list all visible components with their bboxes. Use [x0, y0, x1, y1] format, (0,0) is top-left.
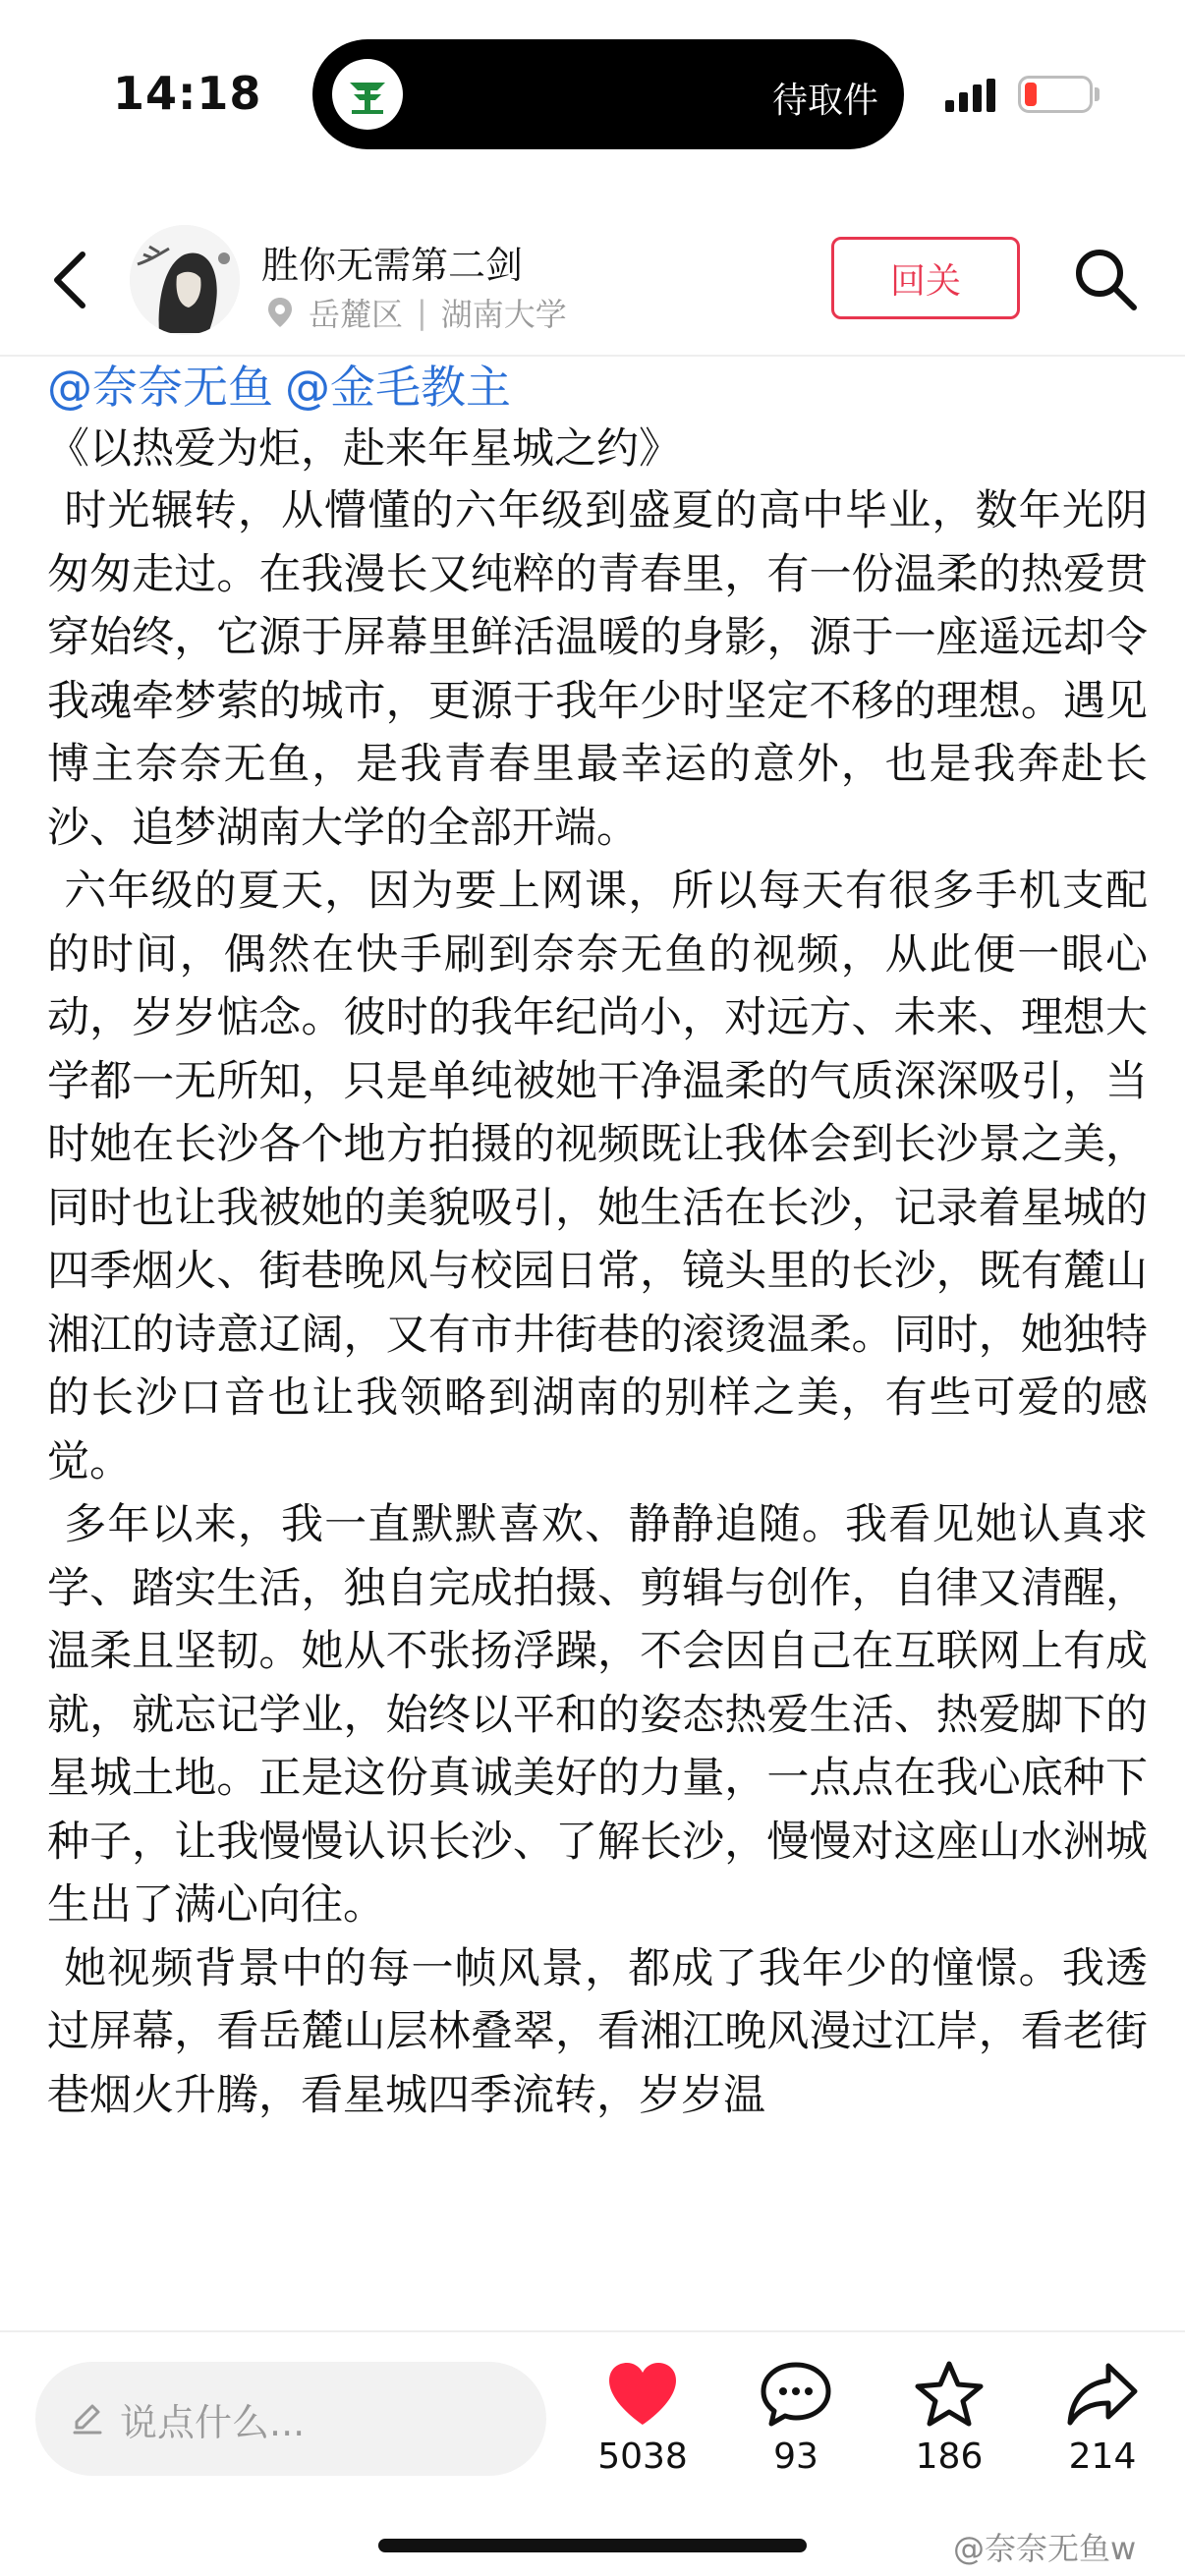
favorite-count: 186: [915, 2436, 984, 2477]
share-arrow-icon: [1065, 2360, 1140, 2429]
author-avatar[interactable]: [130, 225, 240, 335]
location-school: 湖南大学: [440, 296, 567, 333]
pen-icon: [71, 2402, 104, 2436]
comment-bubble-icon: [759, 2360, 833, 2429]
heart-icon: [605, 2360, 680, 2429]
article-paragraph: 六年级的夏天，因为要上网课，所以每天有很多手机支配的时间，偶然在快手刷到奈奈无鱼的视频，从此便一眼心动，岁岁惦念。彼时的我年纪尚小，对远方、未来、理想大学都一无所知，只是单纯被她干净温柔的气质深深吸引，当时她在长沙各个地方拍摄的视频既让我体会到长沙景之美，同时也让我被她的美貌吸引，她生活在长沙，记录着星城的四季烟火、街巷晚风与校园日常，镜头里的长沙，既有麓山湘江的诗意辽阔，又有市井街巷的滚烫温柔。同时，她独特的长沙口音也让我领略到湖南的别样之美，有些可爱的感觉。: [47, 867, 1148, 1486]
article-paragraph: 时光辗转，从懵懂的六年级到盛夏的高中毕业，数年光阴匆匆走过。在我漫长又纯粹的青春里，有一份温柔的热爱贯穿始终，它源于屏幕里鲜活温暖的身影，源于一座遥远却令我魂牵梦萦的城市，更源于我年少时坚定不移的理想。遇见博主奈奈无鱼，是我青春里最幸运的意外，也是我奔赴长沙、追梦湖南大学的全部开端。: [47, 486, 1148, 853]
follow-back-button[interactable]: 回关: [831, 237, 1020, 319]
island-pickup-text: 待取件: [771, 81, 878, 121]
back-chevron-icon[interactable]: [43, 241, 102, 319]
search-icon[interactable]: [1071, 245, 1140, 313]
post-article: [47, 356, 1148, 2330]
status-bar: [0, 0, 1185, 196]
battery-tip: [1095, 87, 1100, 101]
battery-level: [1025, 83, 1037, 106]
like-button[interactable]: [574, 2360, 711, 2507]
mention-link[interactable]: @金毛教主: [285, 361, 511, 414]
dynamic-island[interactable]: [312, 39, 904, 149]
author-location: [267, 290, 567, 335]
comment-button[interactable]: [727, 2360, 865, 2507]
mentions-line: [47, 356, 1148, 419]
article-paragraph: 她视频背景中的每一帧风景，都成了我年少的憧憬。我透过屏幕，看岳麓山层林叠翠，看湘江晚风漫过江岸，看老街巷烟火升腾，看星城四季流转，岁岁温: [47, 1943, 1148, 2120]
location-separator: |: [417, 294, 427, 331]
comment-input[interactable]: [35, 2362, 546, 2476]
mention-link[interactable]: @奈奈无鱼: [47, 361, 273, 414]
share-button[interactable]: [1034, 2360, 1171, 2507]
signal-icon: [945, 79, 1000, 118]
location-area: 岳麓区: [309, 296, 404, 333]
favorite-button[interactable]: [880, 2360, 1018, 2507]
share-count: 214: [1068, 2436, 1137, 2477]
article-title: 《以热爱为炬，赴来年星城之约》: [47, 424, 681, 474]
post-header: [0, 211, 1185, 357]
star-icon: [912, 2360, 987, 2429]
like-count: 5038: [597, 2436, 688, 2477]
comment-placeholder: 说点什么...: [120, 2400, 306, 2444]
battery-icon: [1018, 76, 1093, 113]
watermark: @奈奈无鱼w: [953, 2530, 1137, 2567]
comment-count: 93: [773, 2436, 818, 2477]
author-name[interactable]: 胜你无需第二剑: [261, 244, 524, 287]
status-time: 14:18: [113, 67, 262, 120]
china-post-logo-icon: [332, 59, 403, 130]
location-pin-icon: [267, 297, 293, 328]
article-paragraph: 多年以来，我一直默默喜欢、静静追随。我看见她认真求学、踏实生活，独自完成拍摄、剪辑与创作，自律又清醒，温柔且坚韧。她从不张扬浮躁，不会因自己在互联网上有成就，就忘记学业，始终以平和的姿态热爱生活、热爱脚下的星城土地。正是这份真诚美好的力量，一点点在我心底种下种子，让我慢慢认识长沙、了解长沙，慢慢对这座山水洲城生出了满心向往。: [47, 1500, 1148, 1930]
bottom-action-bar: [0, 2330, 1185, 2576]
home-indicator[interactable]: [378, 2539, 807, 2552]
